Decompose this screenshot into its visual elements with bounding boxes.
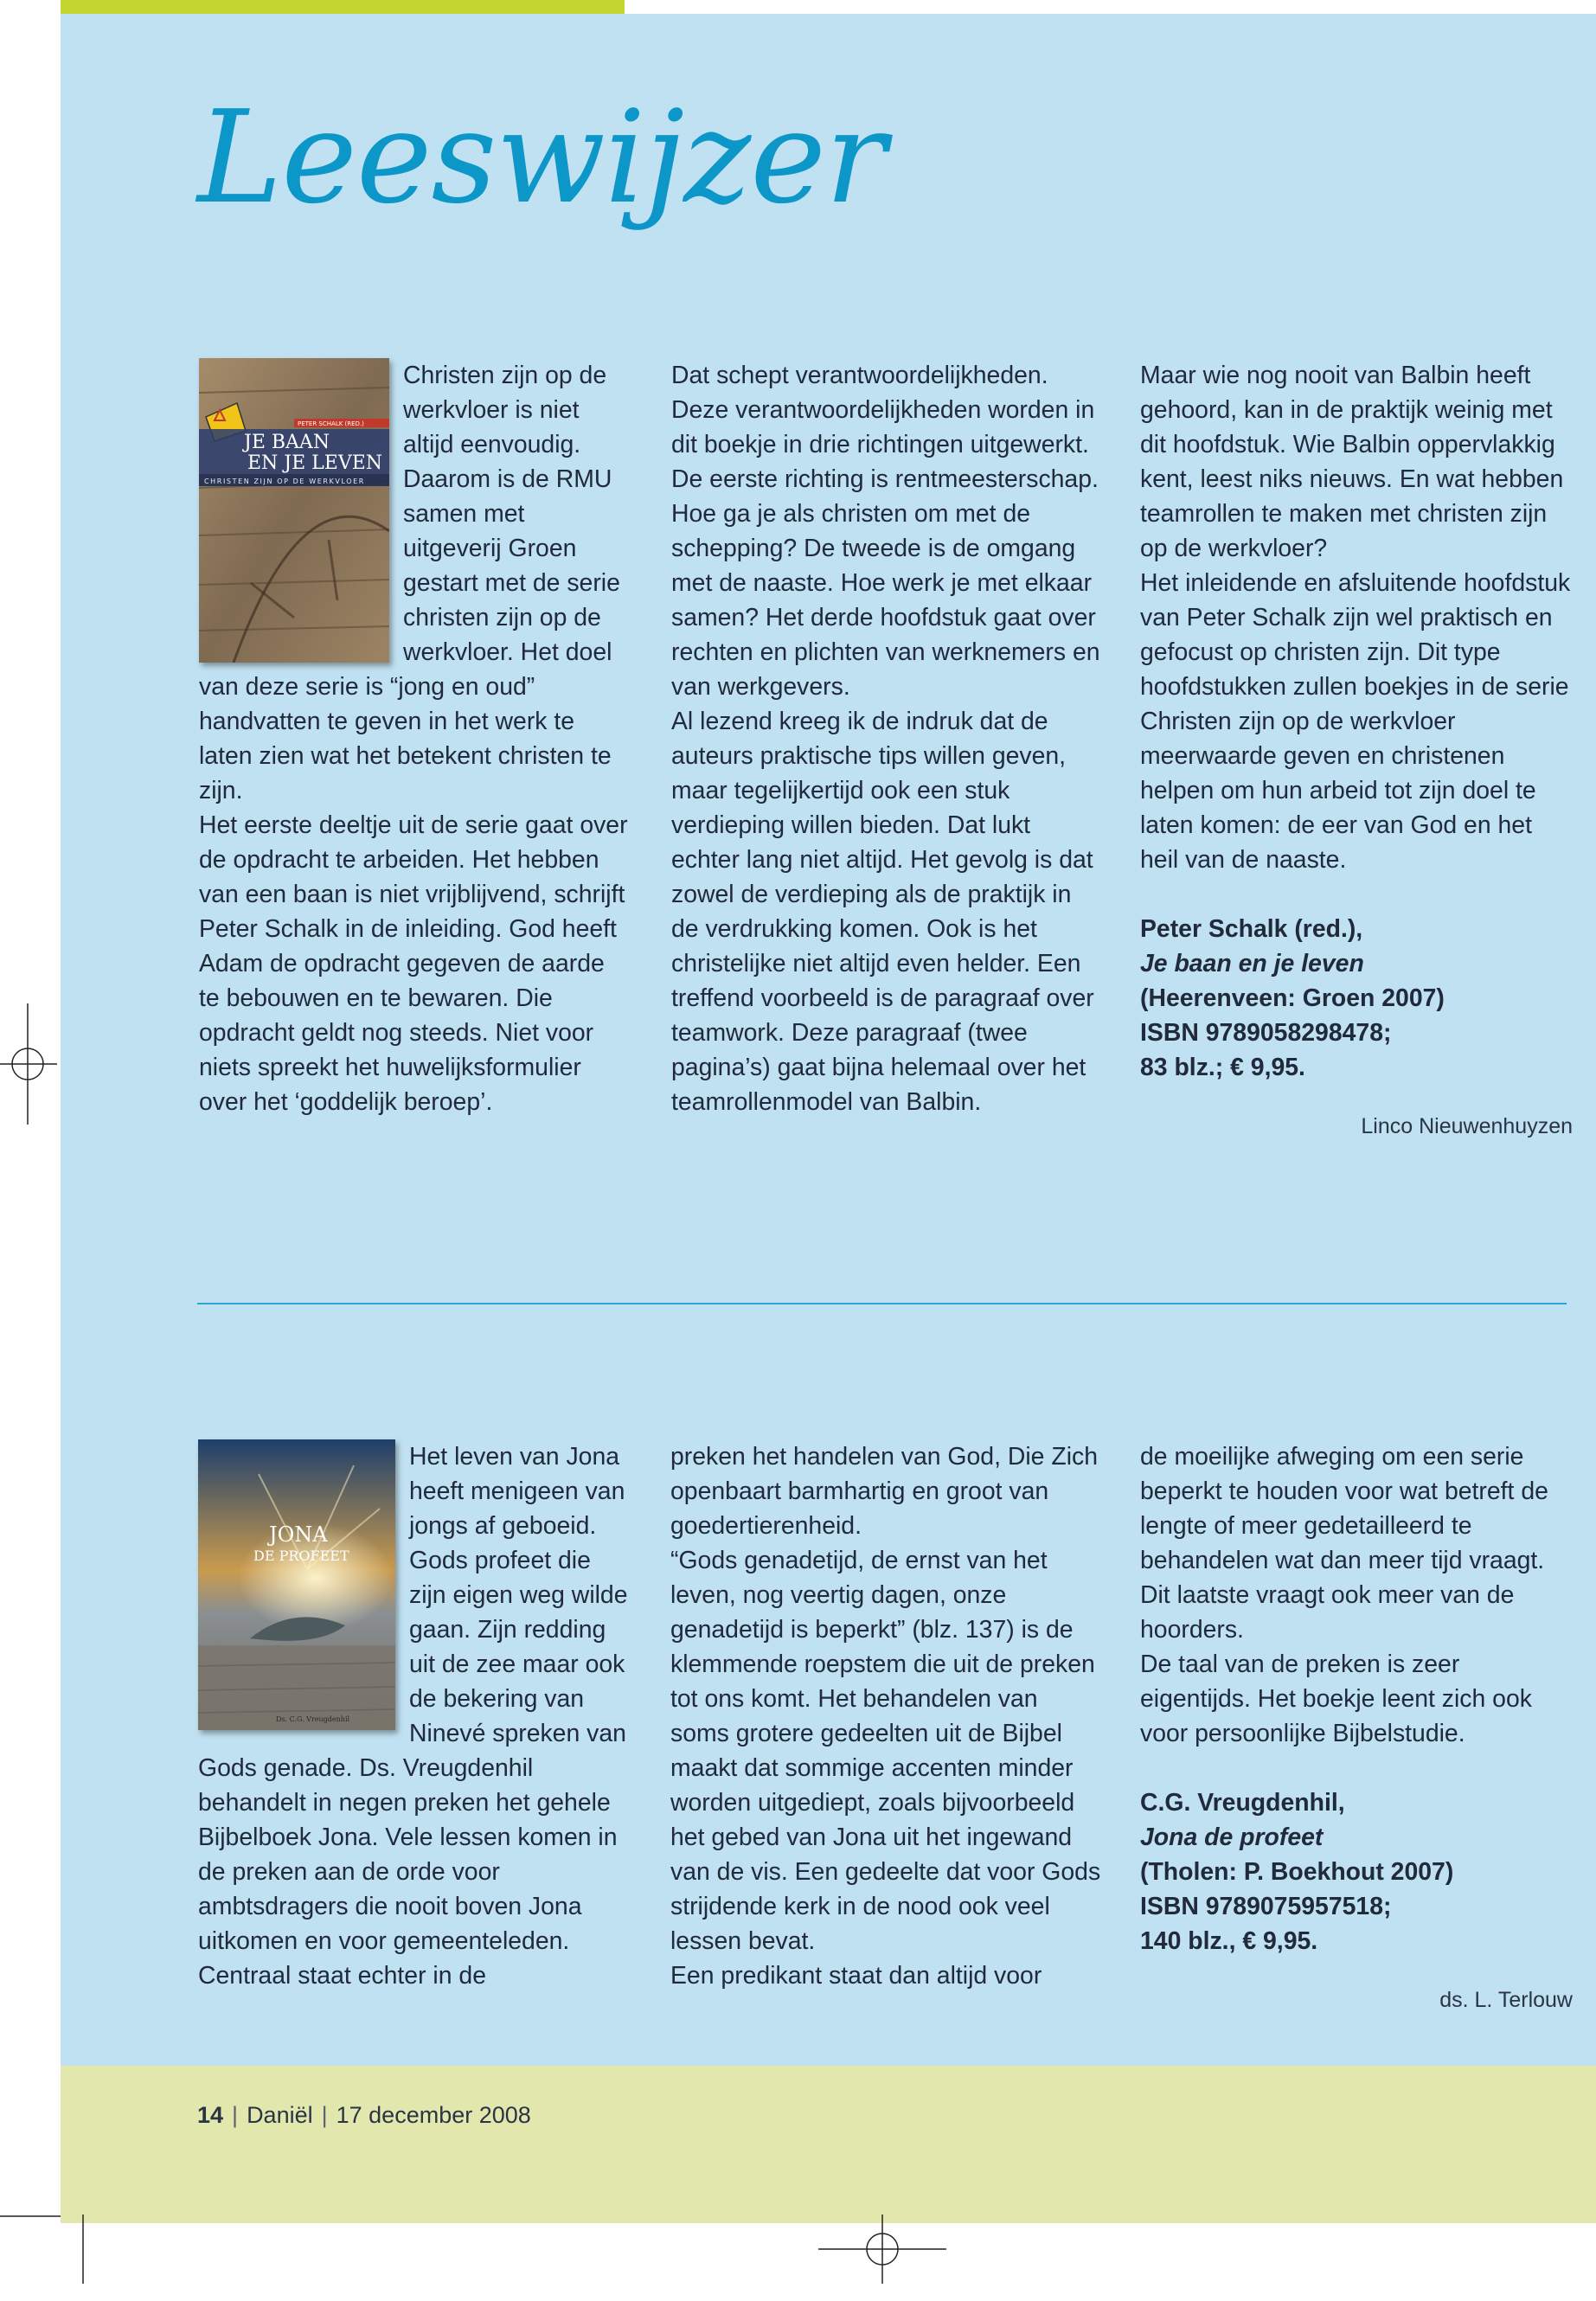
crop-mark-bottom-left: [0, 2214, 95, 2301]
review2-reviewer: ds. L. Terlouw: [1439, 1988, 1573, 2012]
svg-text:JONA: JONA: [269, 1522, 328, 1547]
review1-book-info: [1140, 912, 1573, 1085]
review2-paragraph-2: preken het handelen van God, Die Zich openbaart barmhartig en groot van goedertierenheid.: [670, 1443, 1098, 1540]
review1-paragraph-5: Maar wie nog nooit van Balbin heeft gehoord, kan in de praktijk weinig met dit hoofdstuk. Wie Balbin oppervlakkig kent, leest niks nieuws. En wat hebben teamrollen te maken met christen zijn op de werkvloer?: [1140, 362, 1564, 562]
book-author: C.G. Vreugdenhil,: [1140, 1789, 1345, 1817]
footer-band: [61, 2066, 1596, 2223]
footer-separator: |: [232, 2102, 239, 2128]
cover-art: [198, 1439, 395, 1730]
review1-paragraph-3: Dat schept verantwoordelijkheden. Deze verantwoordelijkheden worden in dit boekje in drie richtingen uitgewerkt. De eerste richting is rentmeesterschap. Hoe ga je als christen om met de schepping? De tweede is de omgang met de naaste. Hoe werk je met elkaar samen? Het derde hoofdstuk gaat over rechten en plichten van werknemers en van werkgevers.: [671, 362, 1100, 701]
review2-paragraph-6: De taal van de preken is zeer eigentijds. Het boekje leent zich ook voor persoonlijke Bijbelstudie.: [1140, 1650, 1532, 1747]
review2-column-1: [198, 1439, 629, 1993]
svg-text:JE BAAN: JE BAAN: [244, 432, 330, 453]
section-divider: [197, 1303, 1567, 1304]
review2-column-2: [670, 1439, 1103, 1993]
magazine-name: Daniël: [247, 2102, 313, 2128]
issue-date: 17 december 2008: [336, 2102, 531, 2128]
book-cover-je-baan: [199, 358, 389, 663]
book-publisher: (Heerenveen: Groen 2007): [1140, 984, 1445, 1012]
review2-book-info: [1140, 1785, 1573, 1958]
review1-paragraph-2: Het eerste deeltje uit de serie gaat over de opdracht te arbeiden. Het hebben van een baan is niet vrijblijvend, schrijft Peter Schalk in de inleiding. God heeft Adam de opdracht gegeven de aarde te bebouwen en te bewaren. Die opdracht geldt nog steeds. Niet voor niets spreekt het huwelijksformulier over het ‘goddelijk beroep’.: [199, 811, 628, 1116]
book-title: Jona de profeet: [1140, 1823, 1324, 1851]
cover-art: [199, 358, 389, 663]
svg-text:EN JE LEVEN: EN JE LEVEN: [247, 452, 383, 474]
review1-paragraph-6: Het inleidende en afsluitende hoofdstuk van Peter Schalk zijn wel praktisch en gefocust op christen zijn. Dit type hoofdstukken zullen boekjes in de serie Christen zijn op de werkvloer meerwaarde geven en christenen helpen om hun arbeid tot zijn doel te laten komen: de eer van God en het heil van de naaste.: [1140, 569, 1571, 874]
review1-intro: Christen zijn op de werkvloer is niet altijd eenvoudig. Daarom is de RMU samen met uitgeverij Groen gestart met de serie christen zijn op de werkvloer. Het doel van deze serie is “jong en oud” handvatten te geven in het werk te laten zien wat het betekent christen te zijn.: [199, 362, 620, 804]
review1-column-3: [1140, 358, 1573, 1144]
book-author: Peter Schalk (red.),: [1140, 915, 1363, 943]
registration-mark-left: [0, 995, 61, 1133]
book-publisher: (Tholen: P. Boekhout 2007): [1140, 1858, 1454, 1886]
review2-column-3: [1140, 1439, 1573, 2017]
book-isbn: ISBN 9789058298478;: [1140, 1019, 1392, 1047]
registration-mark-bottom: [813, 2214, 952, 2301]
svg-text:DE PROFEET: DE PROFEET: [253, 1548, 349, 1564]
page-number: 14: [197, 2102, 224, 2128]
review1-column-1: [199, 358, 629, 1119]
book-pages-price: 140 blz., € 9,95.: [1140, 1927, 1318, 1955]
review1-paragraph-4: Al lezend kreeg ik de indruk dat de auteurs praktische tips willen geven, maar tegelijkertijd ook een stuk verdieping willen bieden. Dat lukt echter lang niet altijd. Het gevolg is dat zowel de verdieping als de praktijk in de verdrukking komen. Ook is het christelijke niet altijd even helder. Een treffend voorbeeld is de paragraaf over teamwork. Deze paragraaf (twee pagina’s) gaat bijna helemaal over het teamrollenmodel van Balbin.: [671, 708, 1094, 1116]
svg-text:PETER SCHALK (RED.): PETER SCHALK (RED.): [298, 420, 364, 427]
top-accent-bar: [61, 0, 625, 14]
page-title: Leeswijzer: [197, 83, 886, 232]
book-isbn: ISBN 9789075957518;: [1140, 1893, 1392, 1920]
book-pages-price: 83 blz.; € 9,95.: [1140, 1054, 1305, 1081]
review1-reviewer: Linco Nieuwenhuyzen: [1361, 1114, 1573, 1138]
book-cover-jona: [198, 1439, 395, 1730]
book-title: Je baan en je leven: [1140, 950, 1364, 977]
page-footer: [197, 2102, 531, 2129]
svg-text:CHRISTEN ZIJN OP DE WERKVLOER: CHRISTEN ZIJN OP DE WERKVLOER: [204, 478, 365, 485]
review2-paragraph-4: Een predikant staat dan altijd voor: [670, 1962, 1042, 1990]
review2-paragraph-3: “Gods genadetijd, de ernst van het leven, nog veertig dagen, onze genadetijd is beperkt” (blz. 137) is de klemmende roepstem die uit de preken tot ons komt. Het behandelen van soms grotere gedeelten uit de Bijbel maakt dat sommige accenten minder worden uitgediept, zoals bijvoorbeeld het gebed van Jona uit het ingewand van de vis. Een gedeelte dat voor Gods strijdende kerk in de nood ook veel lessen bevat.: [670, 1547, 1101, 1955]
review1-column-2: [671, 358, 1104, 1119]
review2-paragraph-5: de moeilijke afweging om een serie beperkt te houden voor wat betreft de lengte of meer gedetailleerd te behandelen wat dan meer tijd vraagt. Dit laatste vraagt ook meer van de hoorders.: [1140, 1443, 1548, 1644]
review2-intro: Het leven van Jona heeft menigeen van jongs af geboeid. Gods profeet die zijn eigen weg wilde gaan. Zijn redding uit de zee maar ook de bekering van Ninevé spreken van Gods genade. Ds. Vreugdenhil behandelt in negen preken het gehele Bijbelboek Jona. Vele lessen komen in de preken aan de orde voor ambtsdragers die nooit boven Jona uitkomen en voor gemeenteleden. Centraal staat echter in de: [198, 1443, 628, 1990]
svg-text:Ds. C.G. Vreugdenhil: Ds. C.G. Vreugdenhil: [276, 1715, 350, 1723]
footer-separator: |: [321, 2102, 328, 2128]
